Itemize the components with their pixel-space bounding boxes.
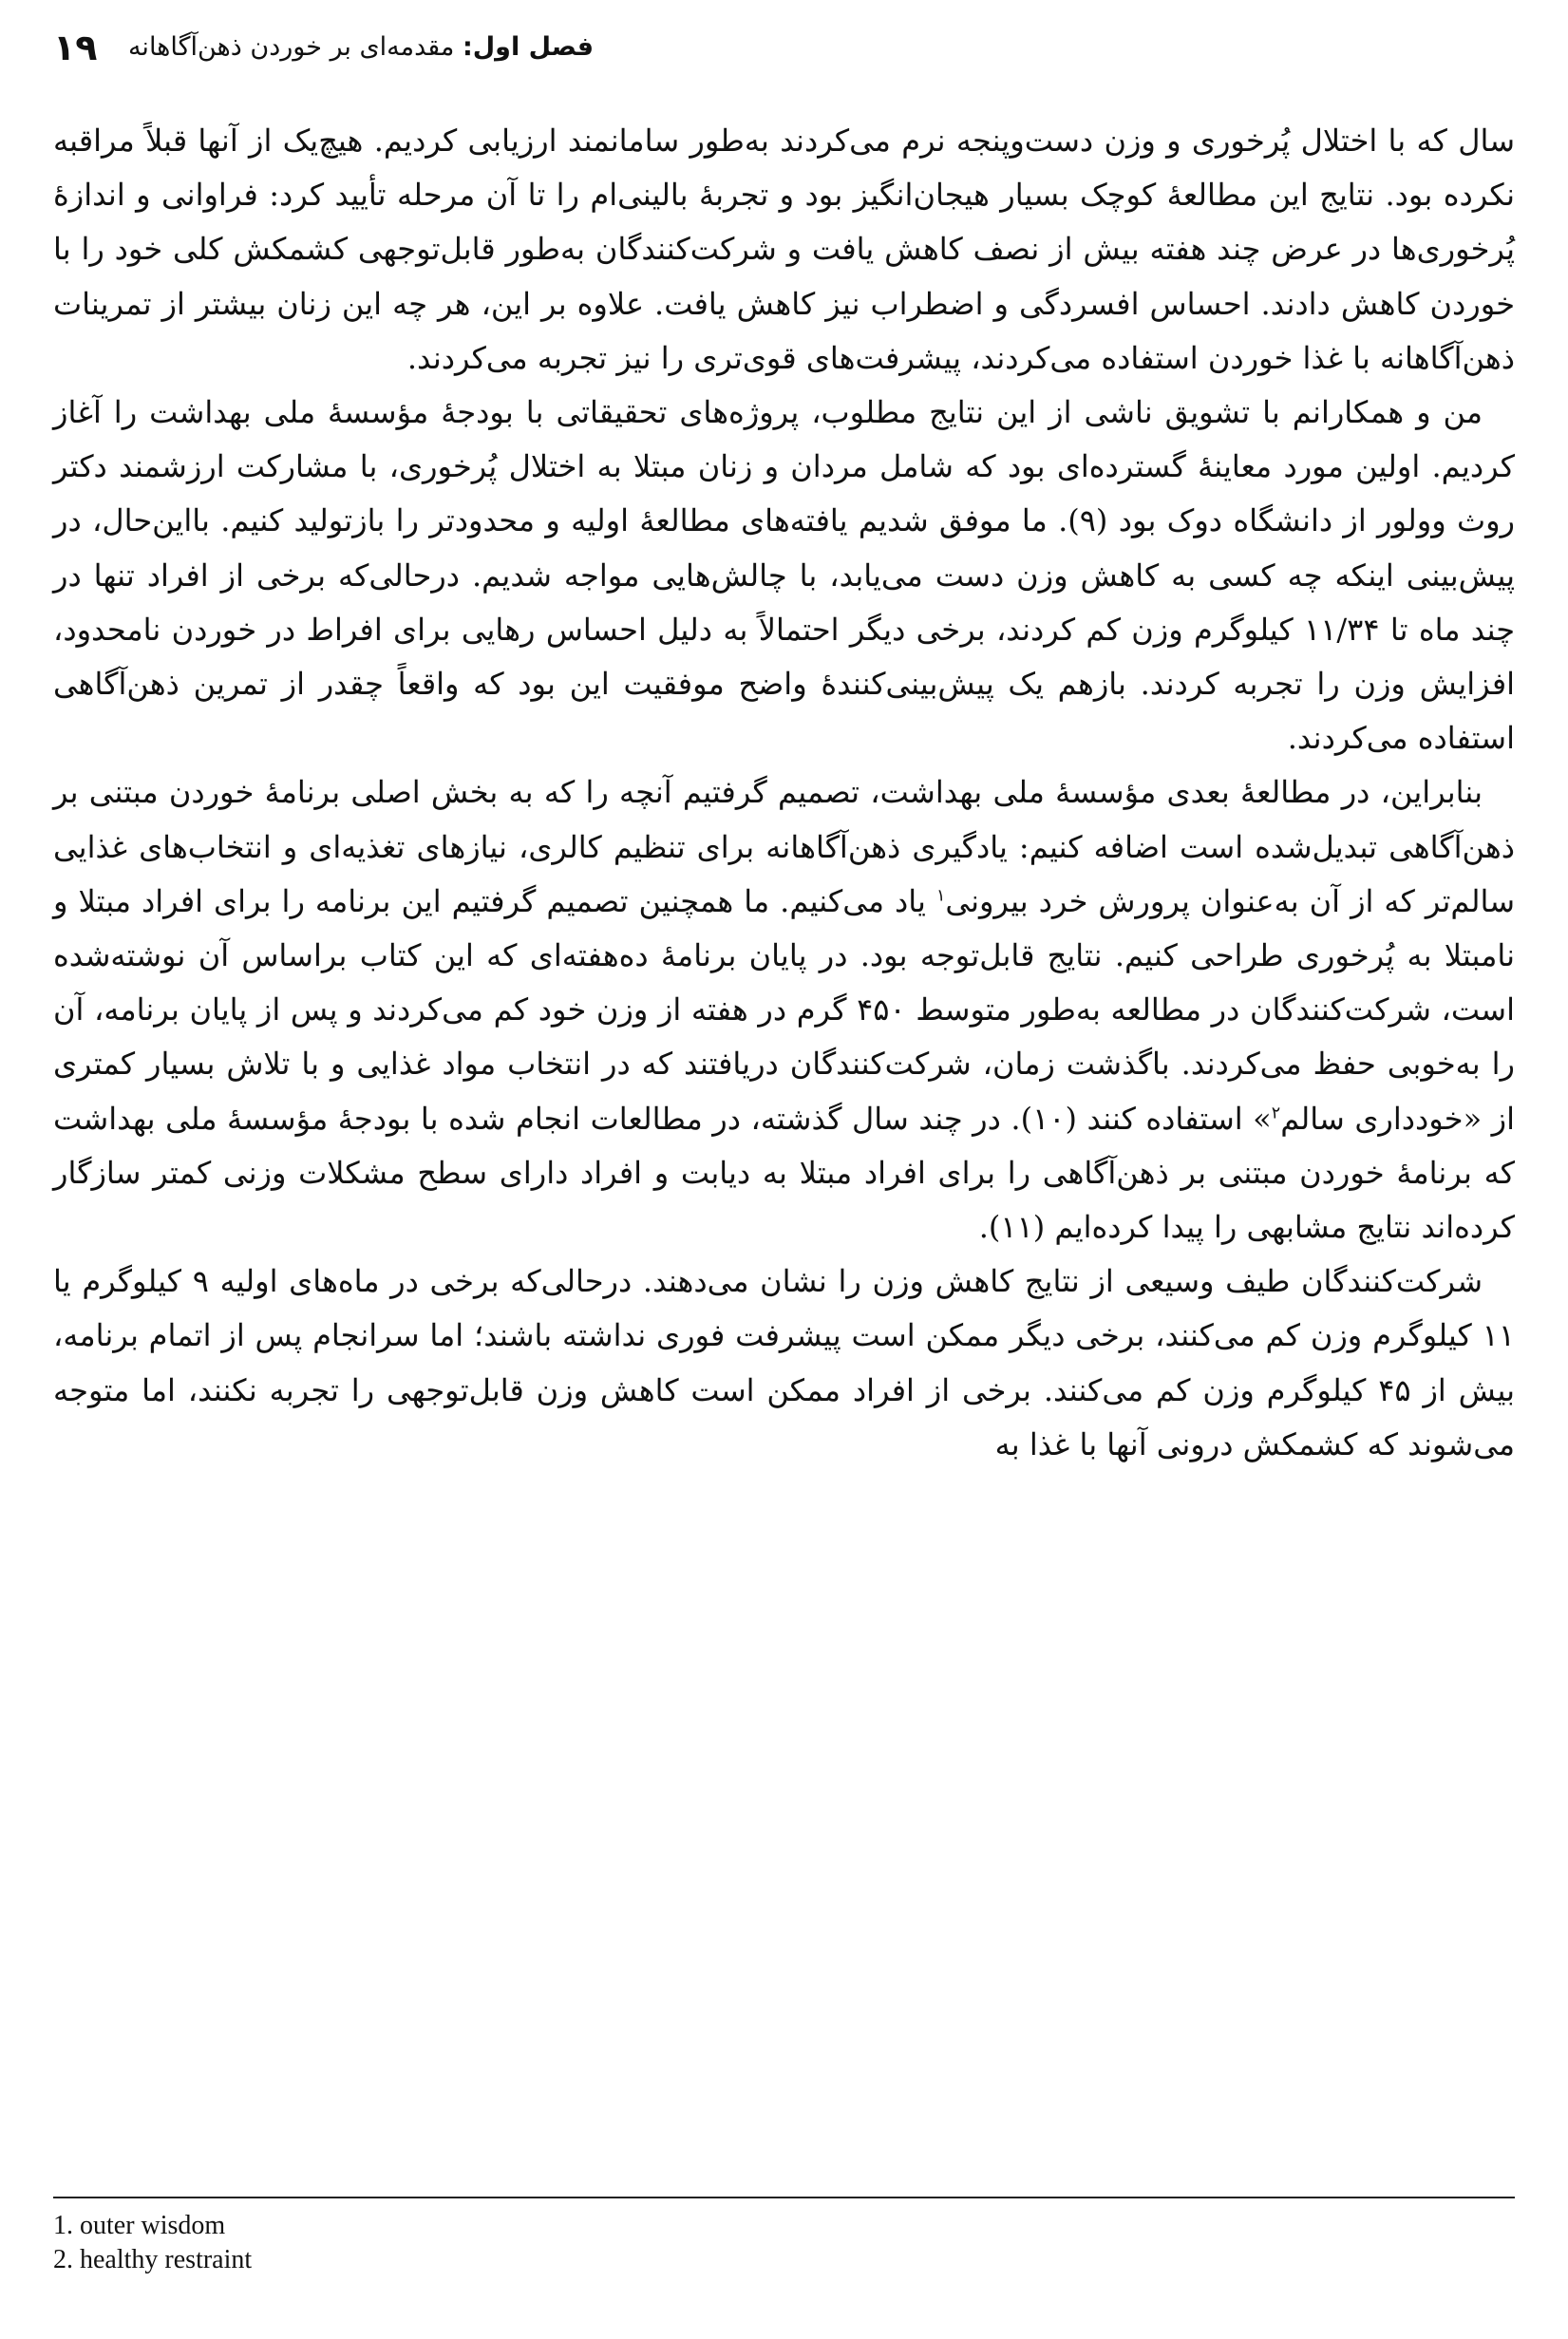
footnote-marker-2: ۲ bbox=[1271, 1103, 1281, 1122]
page-header bbox=[53, 21, 1515, 78]
paragraph-4: شرکت‌کنندگان طیف وسیعی از نتایج کاهش وزن را نشان می‌دهند. درحالی‌که برخی در ماه‌های اولیه ۹ کیلوگرم یا ۱۱ کیلوگرم وزن کم می‌کنند، برخی دیگر ممکن است پیشرفت فوری نداشته باشند؛ اما سرانجام پس از اتمام برنامه، بیش از ۴۵ کیلوگرم وزن کم می‌کنند. برخی از افراد ممکن است کاهش وزن قابل‌توجهی را تجربه نکنند، اما متوجه می‌شوند که کشمکش درونی آنها با غذا به bbox=[53, 1263, 1516, 1462]
paragraph-3-part-2: یاد می‌کنیم. ما همچنین تصمیم گرفتیم این برنامه را برای افراد مبتلا و نامبتلا به پُرخوری طراحی کنیم. نتایج قابل‌توجه بود. در پایان برنامهٔ ده‌هفته‌ای که این کتاب براساس آن نوشته‌شده است، شرکت‌کنندگان در مطالعه به‌طور متوسط ۴۵۰ گرم در هفته از وزن خود کم می‌کردند و پس از پایان برنامه، آن را به‌خوبی حفظ می‌کردند. باگذشت زمان، شرکت‌کنندگان دریافتند که در انتخاب مواد غذایی و با تلاش بسیار کمتری از «خودداری سالم bbox=[53, 882, 1516, 1137]
footnote-marker-1: ۱ bbox=[935, 886, 946, 906]
running-head bbox=[127, 21, 1515, 74]
footnote-2: 2. healthy restraint bbox=[53, 2245, 253, 2274]
paragraph-3 bbox=[53, 765, 1515, 1254]
paragraph-1: سال که با اختلال پُرخوری و وزن دست‌وپنجه نرم می‌کردند به‌طور سامانمند ارزیابی کردیم. هیچ‌یک از آنها قبلاً مراقبه نکرده بود. نتایج این مطالعهٔ کوچک بسیار هیجان‌انگیز بود و تجربهٔ بالینی‌ام را تا آن مرحله تأیید کرد: فراوانی و اندازهٔ پُرخوری‌ها در عرض چند هفته بیش از نصف کاهش یافت و شرکت‌کنندگان به‌طور قابل‌توجهی کشمکش کلی خود را با خوردن کاهش دادند. احساس افسردگی و اضطراب نیز کاهش یافت. علاوه بر این، هر چه این زنان بیشتر از تمرینات ذهن‌آگاهانه با غذا خوردن استفاده می‌کردند، پیشرفت‌های قوی‌تری را نیز تجربه می‌کردند. bbox=[53, 123, 1516, 376]
footnotes bbox=[53, 2209, 252, 2277]
footnote-1: 1. outer wisdom bbox=[53, 2211, 226, 2240]
paragraph-3-part-1: بنابراین، در مطالعهٔ بعدی مؤسسهٔ ملی بهداشت، تصمیم گرفتیم آنچه را که به بخش اصلی برنامهٔ خوردن مبتنی بر ذهن‌آگاهی تبدیل‌شده است اضافه کنیم: یادگیری ذهن‌آگاهانه برای تنظیم کالری، نیازهای تغذیه‌ای و انتخاب‌های غذایی سالم‌تر که از آن به‌عنوان پرورش خرد بیرونی bbox=[53, 774, 1515, 919]
body-text bbox=[53, 114, 1515, 1472]
paragraph-2: من و همکارانم با تشویق ناشی از این نتایج مطلوب، پروژه‌های تحقیقاتی با بودجهٔ مؤسسهٔ ملی بهداشت را آغاز کردیم. اولین مورد معاینهٔ گسترده‌ای بود که شامل مردان و زنان مبتلا به اختلال پُرخوری، با مشارکت ارزشمند دکتر روث وولور از دانشگاه دوک بود (۹). ما موفق شدیم یافته‌های مطالعهٔ اولیه و محدودتر را بازتولید کنیم. بااین‌حال، در پیش‌بینی اینکه چه کسی به کاهش وزن دست می‌یابد، با چالش‌هایی مواجه شدیم. درحالی‌که برخی از افراد تنها در چند ماه تا ۱۱/۳۴ کیلوگرم وزن کم کردند، برخی دیگر احتمالاً به دلیل احساس رهایی برای افراط در خوردن نامحدود، افزایش وزن را تجربه کردند. بازهم یک پیش‌بینی‌کنندهٔ واضح موفقیت این بود که واقعاً چقدر از تمرین ذهن‌آگاهی استفاده می‌کردند. bbox=[53, 394, 1516, 757]
chapter-title: مقدمه‌ای بر خوردن ذهن‌آگاهانه bbox=[127, 32, 455, 62]
footnote-separator bbox=[53, 2197, 1515, 2198]
page-number: ۱۹ bbox=[53, 27, 98, 68]
chapter-label: فصل اول: bbox=[462, 32, 594, 62]
paragraph-3-part-3: » استفاده کنند (۱۰). در چند سال گذشته، در مطالعات انجام شده با بودجهٔ مؤسسهٔ ملی بهداشت که برنامهٔ خوردن مبتنی بر ذهن‌آگاهی را برای افراد مبتلا به دیابت و افراد دارای سطح مشکلات وزنی کمتر سازگار کرده‌اند نتایج مشابهی را پیدا کرده‌ایم (۱۱). bbox=[53, 1100, 1515, 1246]
